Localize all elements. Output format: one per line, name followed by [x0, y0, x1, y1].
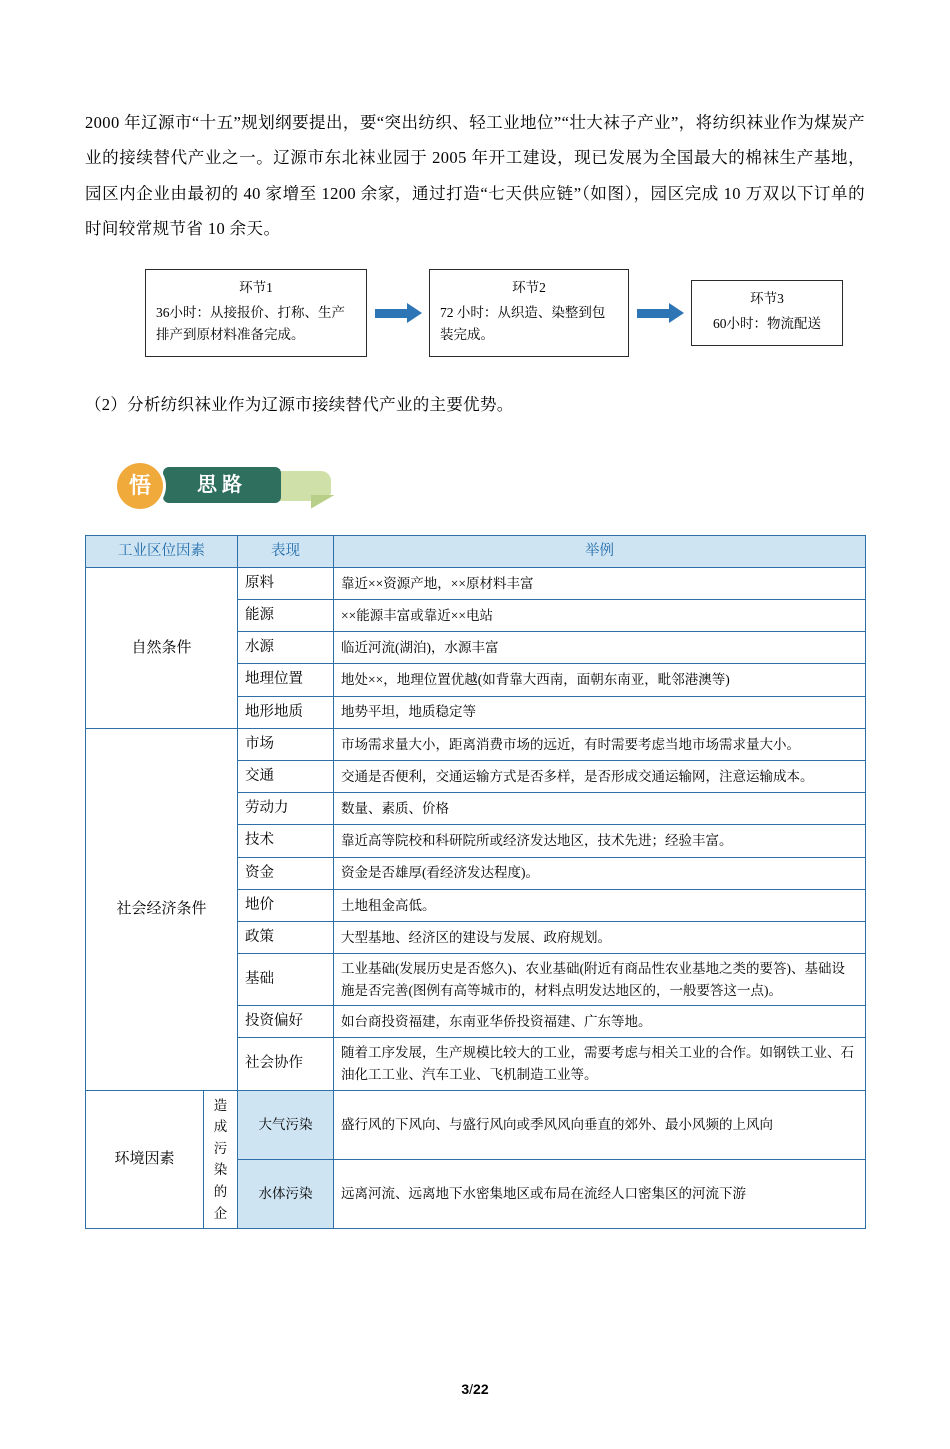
industrial-location-factors-table [85, 535, 866, 1230]
factor-label: 交通 [238, 760, 334, 792]
factor-example: 地处××，地理位置优越(如背靠大西南，面朝东南亚，毗邻港澳等) [334, 664, 866, 696]
environment-subgroup-label: 造成污染的企 [204, 1090, 238, 1229]
table-header-factor: 工业区位因素 [86, 535, 238, 567]
factor-label: 地价 [238, 889, 334, 921]
factor-label: 资金 [238, 857, 334, 889]
flow-box-2-text: 72 小时：从织造、染整到包装完成。 [440, 305, 606, 343]
table-header-row [86, 535, 866, 567]
factor-label: 社会协作 [238, 1038, 334, 1090]
flow-box-3 [691, 280, 843, 346]
table-row [86, 567, 866, 599]
factor-label: 政策 [238, 921, 334, 953]
factor-example: 资金是否雄厚(看经济发达程度)。 [334, 857, 866, 889]
factor-example: 随着工序发展，生产规模比较大的工业，需要考虑与相关工业的合作。如钢铁工业、石油化工工业、汽车工业、飞机制造工业等。 [334, 1038, 866, 1090]
flow-box-1-text: 36小时：从接报价、打称、生产排产到原材料准备完成。 [156, 305, 345, 343]
factor-label: 市场 [238, 728, 334, 760]
factor-label: 技术 [238, 825, 334, 857]
question-text: （2）分析纺织袜业作为辽源市接续替代产业的主要优势。 [85, 394, 514, 414]
intro-paragraph: 2000 年辽源市“十五”规划纲要提出，要“突出纺织、轻工业地位”“壮大袜子产业”，将纺织袜业作为煤炭产业的接续替代产业之一。辽源市东北袜业园于 2005 年开工建设，现已发展为全国最大的棉袜生产基地，园区内企业由最初的 40 家增至 1200 余家，通过打造“七天供应链”（如图），园区完成 10 万双以下订单的时间较常规节省 10 余天。 [85, 113, 865, 239]
flow-box-3-title: 环节3 [750, 290, 784, 306]
flow-box-1 [145, 269, 367, 357]
factor-example: 工业基础(发展历史是否悠久)、农业基础(附近有商品性农业基地之类的要答)、基础设施是否完善(图例有高等城市的，材料点明发达地区的，一般要答这一点)。 [334, 954, 866, 1006]
factor-example: 大型基地、经济区的建设与发展、政府规划。 [334, 921, 866, 953]
factor-example: 数量、素质、价格 [334, 793, 866, 825]
table-row [86, 1090, 866, 1159]
factor-example: 地势平坦，地质稳定等 [334, 696, 866, 728]
page-number-current: 3 [461, 1381, 470, 1397]
flow-box-1-title: 环节1 [239, 279, 273, 295]
factor-label: 地形地质 [238, 696, 334, 728]
flow-box-3-text: 60小时：物流配送 [713, 316, 821, 332]
factor-label: 基础 [238, 954, 334, 1006]
factor-example: 市场需求量大小，距离消费市场的远近，有时需要考虑当地市场需求量大小。 [334, 728, 866, 760]
flow-box-2-title: 环节2 [512, 279, 546, 295]
factor-label: 能源 [238, 600, 334, 632]
factor-label: 大气污染 [238, 1090, 334, 1159]
table-row [86, 728, 866, 760]
supply-chain-flow-diagram [145, 269, 865, 357]
factor-label: 劳动力 [238, 793, 334, 825]
factor-label: 水体污染 [238, 1159, 334, 1228]
factor-example: 靠近××资源产地，××原材料丰富 [334, 567, 866, 599]
factor-example: 远离河流、远离地下水密集地区或布局在流经人口密集区的河流下游 [334, 1159, 866, 1228]
factor-example: ××能源丰富或靠近××电站 [334, 600, 866, 632]
factor-example: 盛行风的下风向、与盛行风向或季风风向垂直的郊外、最小风频的上风向 [334, 1090, 866, 1159]
factor-label: 水源 [238, 632, 334, 664]
factor-example: 靠近高等院校和科研院所或经济发达地区，技术先进；经验丰富。 [334, 825, 866, 857]
factor-example: 如台商投资福建，东南亚华侨投资福建、广东等地。 [334, 1006, 866, 1038]
factor-example: 土地租金高低。 [334, 889, 866, 921]
factor-example: 临近河流(湖泊)，水源丰富 [334, 632, 866, 664]
factor-label: 投资偏好 [238, 1006, 334, 1038]
category-environmental-factors: 环境因素 [86, 1090, 204, 1229]
banner-circle-icon: 悟 [117, 463, 163, 509]
category-natural-conditions: 自然条件 [86, 567, 238, 728]
arrow-right-icon-2 [629, 298, 691, 328]
factor-example: 交通是否便利，交通运输方式是否多样，是否形成交通运输网，注意运输成本。 [334, 760, 866, 792]
category-socioeconomic-conditions: 社会经济条件 [86, 728, 238, 1090]
page-number-separator: / [469, 1381, 474, 1397]
flow-box-2 [429, 269, 629, 357]
banner-plate-label: 思路 [163, 467, 281, 503]
table-header-example: 举例 [334, 535, 866, 567]
section-banner [91, 463, 331, 509]
factor-label: 原料 [238, 567, 334, 599]
arrow-right-icon-1 [367, 298, 429, 328]
table-header-expression: 表现 [238, 535, 334, 567]
document-page [0, 105, 950, 1449]
page-number-total: 22 [473, 1381, 489, 1397]
factor-label: 地理位置 [238, 664, 334, 696]
page-footer [0, 1381, 950, 1397]
